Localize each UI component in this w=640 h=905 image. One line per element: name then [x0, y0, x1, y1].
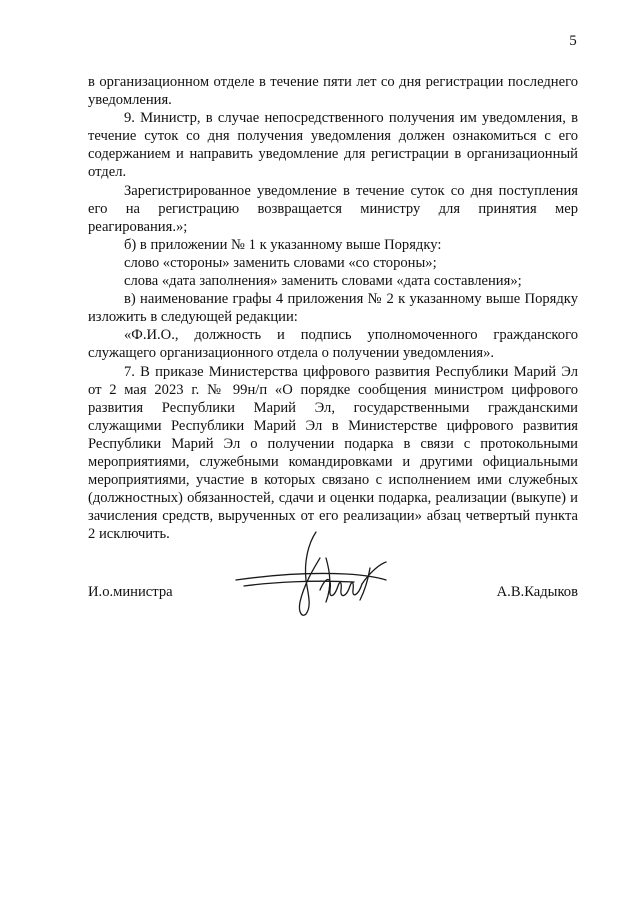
page-number: 5 — [569, 33, 577, 49]
document-body — [88, 73, 578, 543]
paragraph-item-7: 7. В приказе Министерства цифрового развития Республики Марий Эл от 2 мая 2023 г. № 99н/п «О порядке сообщения министром цифрового развития Республики Марий Эл, государственными гражданскими служащими Республики Марий Эл в Министерстве цифрового развития Республики Марий Эл о получении подарка в связи с протокольными мероприятиями, служебными командировками и другими официальными мероприятиями, участие в которых связано с исполнением ими служебных (должностных) обязанностей, сдачи и оценки подарка, реализации (выкупе) и зачисления средств, вырученных от его реализации» абзац четвертый пункта 2 исключить. — [88, 363, 578, 543]
signatory-position: И.о.министра — [88, 584, 173, 600]
paragraph-registered-notice: Зарегистрированное уведомление в течение суток со дня поступления его на регистрацию возвращается министру для принятия мер реагирования.»; — [88, 182, 578, 235]
paragraph-replace-date: слова «дата заполнения» заменить словами «дата составления»; — [124, 273, 522, 290]
paragraph-subitem-b: б) в приложении № 1 к указанному выше Порядку: — [124, 236, 442, 253]
paragraph-continuation: в организационном отделе в течение пяти лет со дня регистрации последнего уведомления. — [88, 74, 578, 109]
handwritten-signature — [234, 528, 394, 620]
paragraph-subitem-v: в) наименование графы 4 приложения № 2 к указанному выше Порядку изложить в следующей редакции: — [88, 291, 578, 326]
signature-block — [88, 584, 578, 604]
paragraph-replace-storony: слово «стороны» заменить словами «со стороны»; — [124, 254, 437, 271]
signatory-name: А.В.Кадыков — [496, 584, 578, 600]
paragraph-item-9: 9. Министр, в случае непосредственного получения им уведомления, в течение суток со дня получения уведомления должен ознакомиться с его содержанием и направить уведомление для регистрации в организационный отдел. — [88, 110, 578, 181]
paragraph-quote: «Ф.И.О., должность и подпись уполномоченного гражданского служащего организационного отдела о получении уведомления». — [88, 327, 578, 362]
